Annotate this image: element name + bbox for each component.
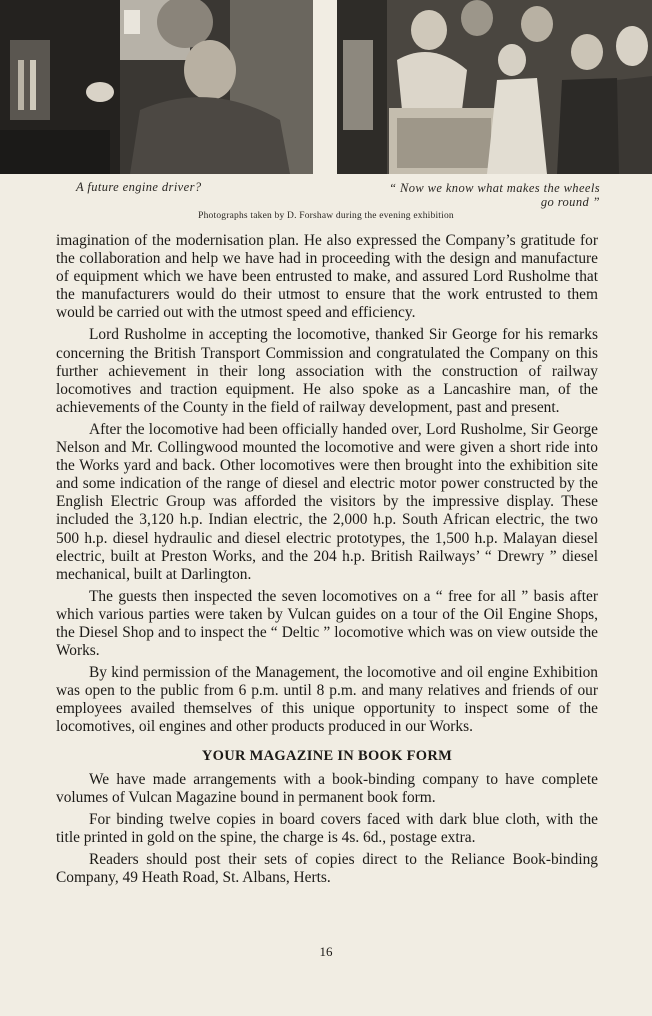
notice-heading: YOUR MAGAZINE IN BOOK FORM bbox=[201, 747, 453, 764]
photo-caption-left: A future engine driver? bbox=[76, 180, 202, 194]
notice-paragraph: Readers should post their sets of copies direct to the Reliance Book-binding Company, 49 Heath Road, St. Albans, Herts. bbox=[56, 851, 598, 887]
article-body bbox=[56, 232, 598, 891]
photo-future-engine-driver bbox=[0, 0, 313, 174]
article-paragraph: Lord Rusholme in accepting the locomotive, thanked Sir George for his remarks concerning the British Transport Commission and congratulated the Company on this further achievement in their long association with the construction of railway locomotives and traction equipment. He also spoke as a Lancashire man, of the achievements of the County in the field of railway development, past and present. bbox=[56, 326, 598, 416]
page-number: 16 bbox=[319, 944, 333, 959]
article-paragraph: The guests then inspected the seven locomotives on a “ free for all ” basis after which various parties were taken by Vulcan guides on a tour of the Oil Engine Shops, the Diesel Shop and to inspect the “ Deltic ” locomotive which was on view outside the Works. bbox=[56, 587, 598, 660]
article-paragraph: By kind permission of the Management, the locomotive and oil engine Exhibition was open to the public from 6 p.m. until 8 p.m. and many relatives and friends of our employees availed themselves of this unique opportunity to inspect some of the locomotives, oil engines and other products produced in our Works. bbox=[56, 664, 598, 736]
notice-paragraph: We have made arrangements with a book-binding company to have complete volumes of Vulcan Magazine bound in permanent book form. bbox=[56, 770, 598, 806]
photo-caption-right: “ Now we know what makes the wheels go round ” bbox=[389, 181, 600, 209]
article-paragraph: imagination of the modernisation plan. He also expressed the Company’s gratitude for the collaboration and help we have had in proceeding with the design and manufacture of equipment which we have been entrusted to make, and assured Lord Rusholme that the manufacturers would do their utmost to ensure that the work entrusted to them would be carried out with the utmost speed and efficiency. bbox=[56, 232, 598, 322]
photo-wheels-go-round bbox=[337, 0, 652, 174]
article-paragraph: After the locomotive had been officially handed over, Lord Rusholme, Sir George Nelson and Mr. Collingwood mounted the locomotive and were given a short ride into the Works yard and back. Other locomotives were then brought into the exhibition site and some indication of the range of diesel and electric motor power constructed by the English Electric Group was afforded the visitors by the impressive display. These included the 3,120 h.p. Indian electric, the 2,000 h.p. South African electric, the two 500 h.p. diesel hydraulic and diesel electric prototypes, the 1,500 h.p. Malayan diesel electric, built at Preston Works, and the 204 h.p. British Railways’ “ Drewry ” diesel mechanical, built at Darlington. bbox=[56, 420, 598, 583]
notice-paragraph: For binding twelve copies in board covers faced with dark blue cloth, with the title printed in gold on the spine, the charge is 4s. 6d., postage extra. bbox=[56, 810, 598, 846]
photo-credit: Photographs taken by D. Forshaw during the evening exhibition bbox=[198, 211, 454, 221]
